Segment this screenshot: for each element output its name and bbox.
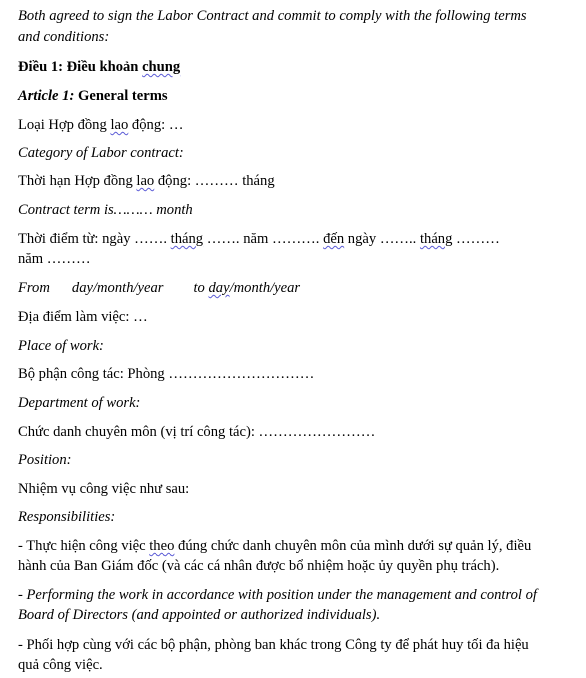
period-en <box>18 279 300 297</box>
contract-term-vi-blank: động: ……… tháng <box>154 173 275 189</box>
responsibility-2-vi-line-1: - Phối hợp cùng với các bộ phận, phòng ban khác trong Công ty để phát huy tối đa hiệu <box>18 637 529 653</box>
period-vi-month-word-2: tháng <box>419 231 453 247</box>
position-en: Position: <box>18 452 72 468</box>
responsibility-1-en-line-1: - Performing the work in accordance with position under the management and control of <box>18 587 537 603</box>
period-en-to: to <box>193 280 209 296</box>
article-heading-en <box>18 87 168 105</box>
place-of-work-vi: Địa điểm làm việc: … <box>18 309 148 325</box>
department-en: Department of work: <box>18 395 141 411</box>
period-vi-year: năm ……… <box>18 251 91 267</box>
period-vi-part-3: ngày …….. <box>344 231 420 247</box>
article-heading-vi <box>18 58 180 76</box>
period-en-from: From <box>18 280 50 296</box>
contract-term-vi <box>18 172 275 190</box>
responsibility-1-en-line-2: Board of Directors (and appointed or authorized individuals). <box>18 607 381 623</box>
responsibility-1-vi-word: theo <box>149 538 175 554</box>
duties-vi: Nhiệm vụ công việc như sau: <box>18 481 190 497</box>
article-heading-vi-text: Điều 1: Điều khoản <box>18 59 143 75</box>
intro-line-2: and conditions: <box>18 29 110 45</box>
responsibility-1-vi-start: - Thực hiện công việc <box>18 538 150 554</box>
period-en-date-1: day/month/year <box>71 280 164 296</box>
place-of-work-en: Place of work: <box>18 338 104 354</box>
article-heading-en-label: Article 1: <box>18 88 75 104</box>
contract-term-en: Contract term is……… month <box>18 202 193 218</box>
responsibility-1-vi-line-2: hành của Ban Giám đốc (và các cá nhân được bổ nhiệm hoặc ủy quyền phụ trách). <box>18 558 500 574</box>
period-en-day-word: day <box>208 280 230 296</box>
responsibility-2-vi-line-2: quả công việc. <box>18 657 103 673</box>
position-vi: Chức danh chuyên môn (vị trí công tác): …………………… <box>18 424 376 440</box>
intro-line-1: Both agreed to sign the Labor Contract and commit to comply with the following terms <box>18 8 527 24</box>
period-en-date-2: /month/year <box>229 280 301 296</box>
contract-type-vi-text: Loại Hợp đồng <box>18 117 111 133</box>
period-vi-to-word: đến <box>323 231 345 247</box>
contract-type-en: Category of Labor contract: <box>18 145 184 161</box>
contract-type-vi-blank: động: … <box>128 117 184 133</box>
contract-term-vi-word: lao <box>136 173 155 189</box>
responsibility-1-vi-end: đúng chức danh chuyên môn của mình dưới sự quản lý, điều <box>174 538 532 554</box>
contract-type-vi-word: lao <box>110 117 129 133</box>
period-vi-part-4: ……… <box>452 231 500 247</box>
period-vi <box>18 230 500 248</box>
contract-type-vi <box>18 116 183 134</box>
period-vi-part-1: Thời điểm từ: ngày ……. <box>18 231 171 247</box>
article-heading-vi-word: chung <box>142 59 181 75</box>
responsibility-1-vi <box>18 537 531 555</box>
article-heading-en-title: General terms <box>74 88 168 104</box>
period-vi-month-word-1: tháng <box>170 231 204 247</box>
contract-term-vi-text: Thời hạn Hợp đồng <box>18 173 137 189</box>
period-vi-part-2: ……. năm ………. <box>203 231 324 247</box>
department-vi: Bộ phận công tác: Phòng ………………………… <box>18 366 315 382</box>
duties-en: Responsibilities: <box>18 509 116 525</box>
